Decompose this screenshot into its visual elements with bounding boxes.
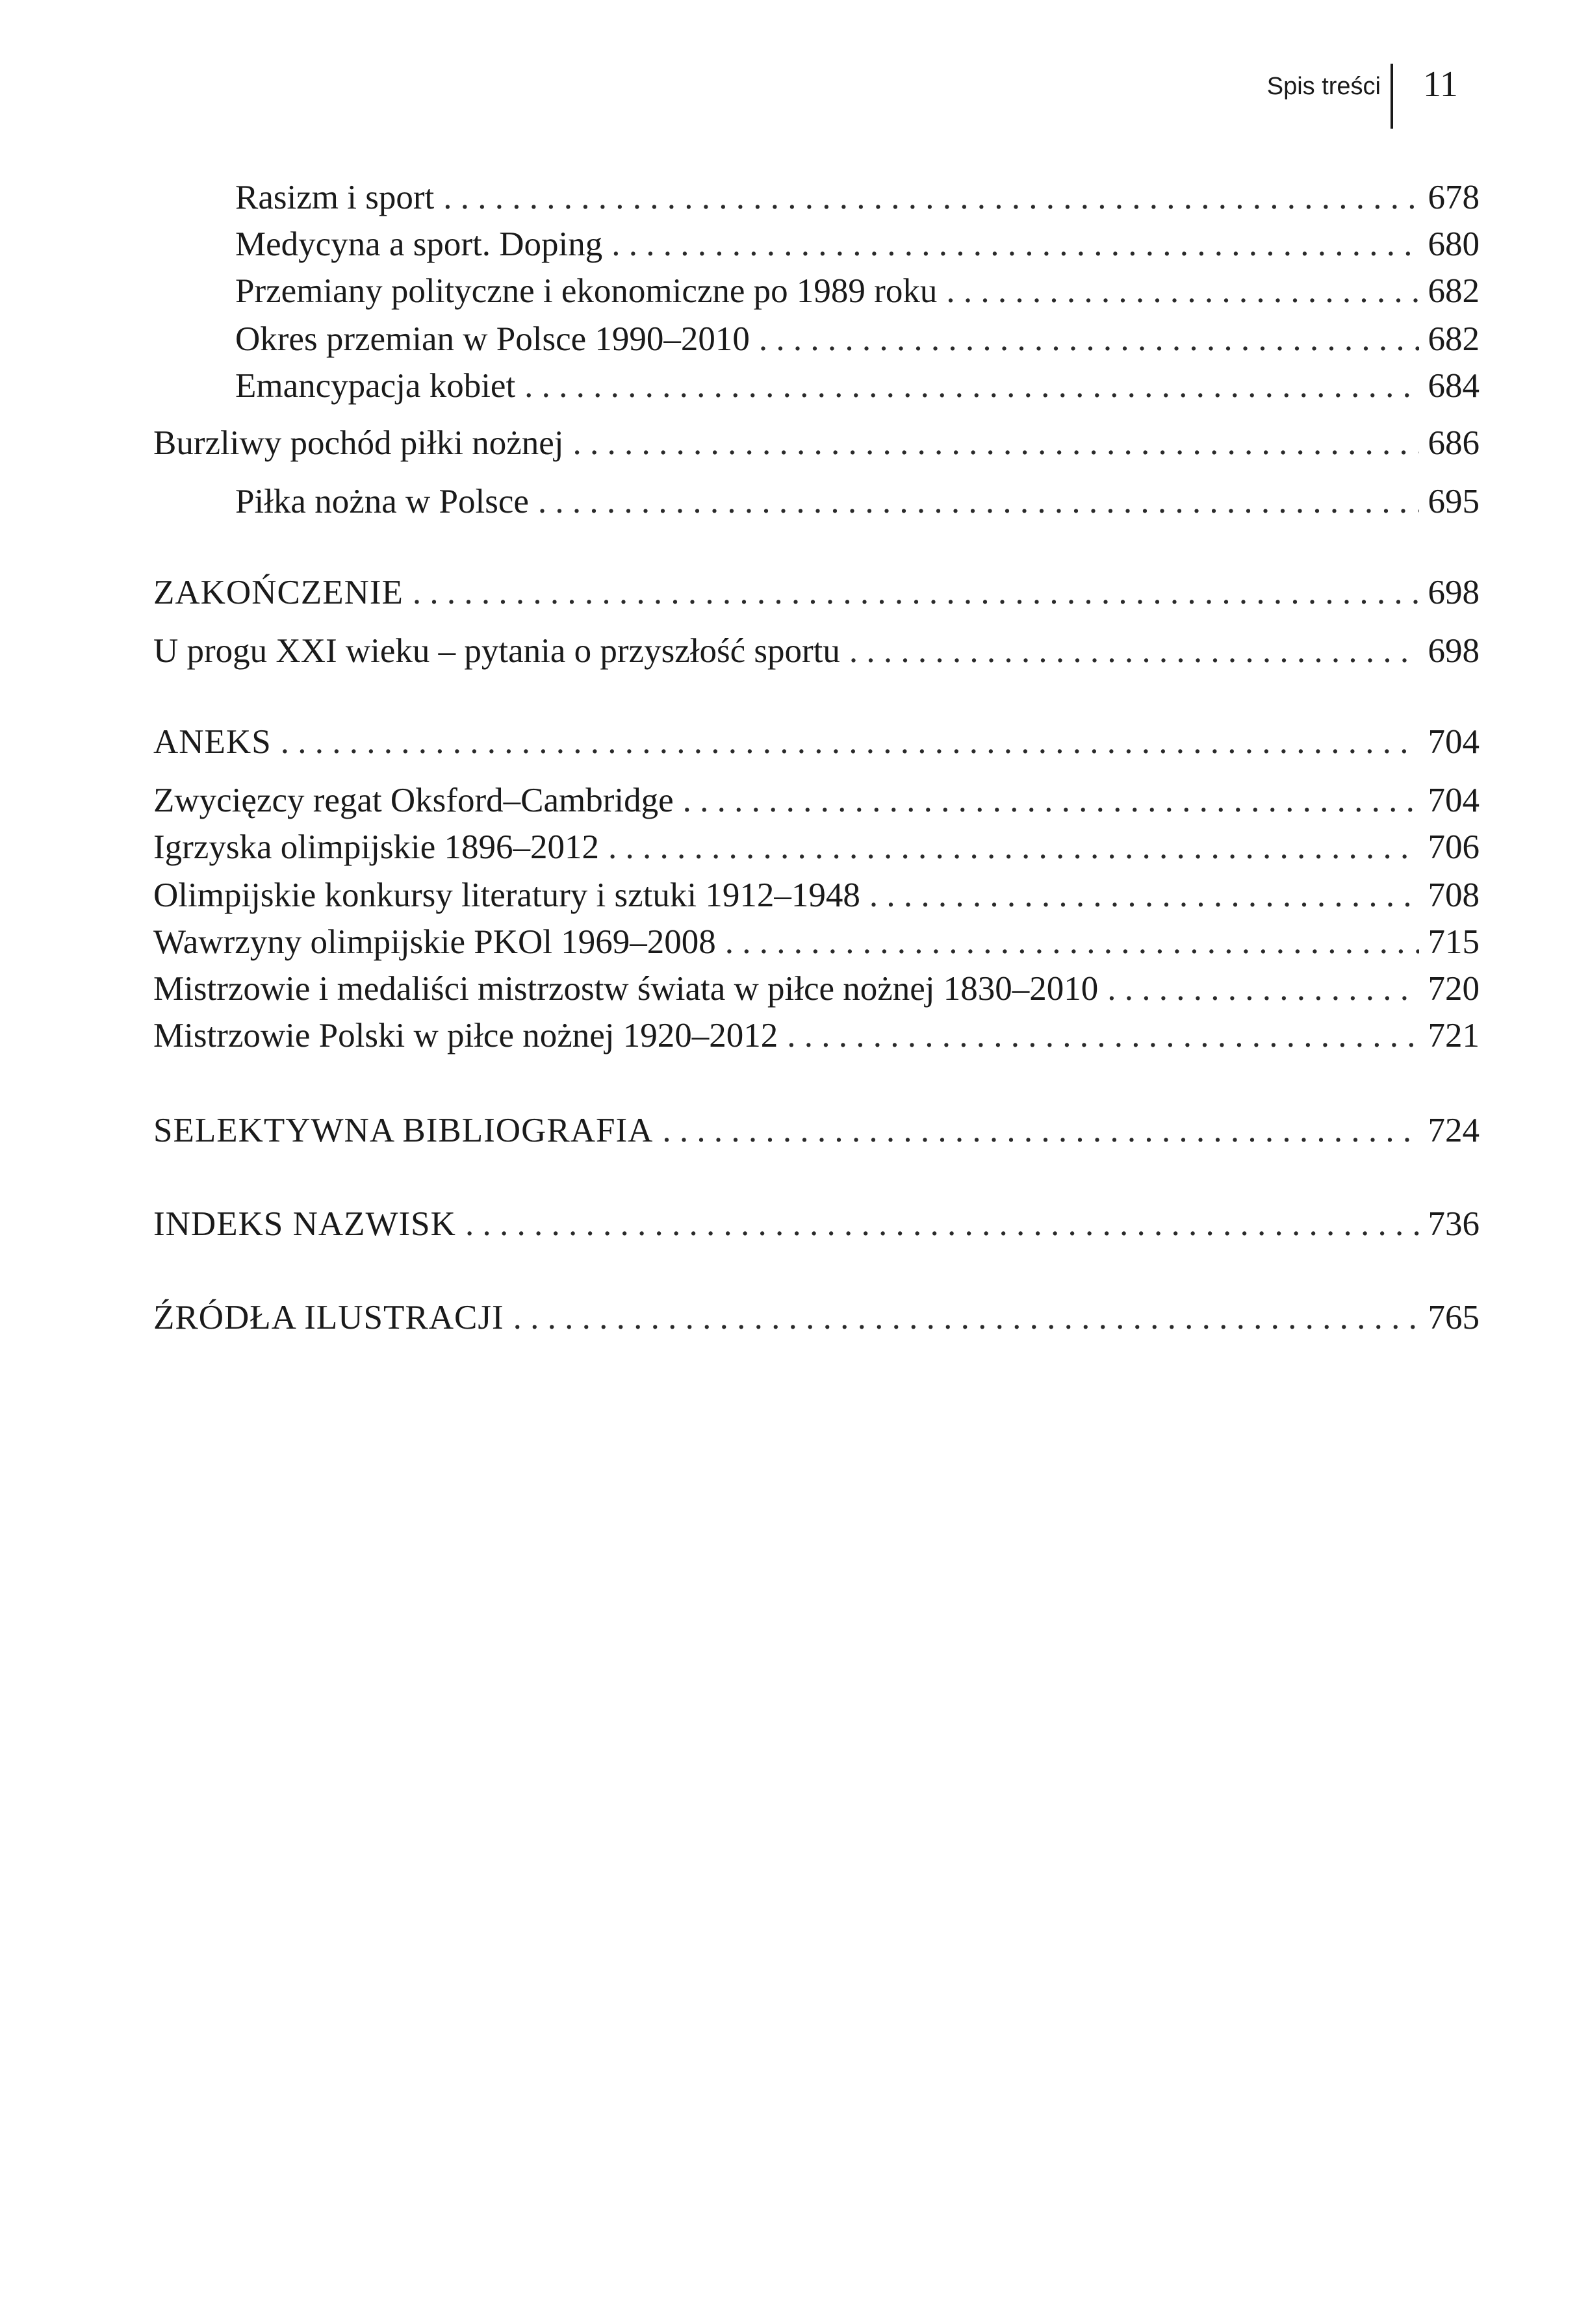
toc-entry-title: Piłka nożna w Polsce	[235, 483, 529, 520]
dot-leader	[281, 721, 1419, 763]
toc-entry-title: INDEKS NAZWISK	[153, 1205, 456, 1243]
toc-entry-page: 720	[1428, 970, 1480, 1008]
dot-leader	[849, 630, 1419, 672]
toc-entry[interactable]	[235, 177, 1480, 218]
toc-entry[interactable]	[235, 481, 1480, 522]
dot-leader	[725, 921, 1419, 963]
toc-entry-page: 715	[1428, 923, 1480, 961]
dot-leader	[662, 1110, 1418, 1151]
dot-leader	[413, 572, 1419, 613]
toc-entry-page: 736	[1428, 1205, 1480, 1243]
toc-entry[interactable]	[153, 1297, 1480, 1338]
toc-entry[interactable]	[153, 826, 1480, 868]
toc-entry[interactable]	[153, 422, 1480, 464]
toc-entry[interactable]	[153, 780, 1480, 821]
toc-entry-title: Mistrzowie Polski w piłce nożnej 1920–2012	[153, 1017, 778, 1054]
toc-entry-title: Zwycięzcy regat Oksford–Cambridge	[153, 782, 674, 819]
running-header-title: Spis treści	[1266, 73, 1381, 100]
dot-leader	[443, 177, 1418, 218]
dot-leader	[611, 223, 1418, 265]
toc-entry[interactable]	[235, 365, 1480, 407]
toc-entry-title: Mistrzowie i medaliści mistrzostw świata w piłce nożnej 1830–2010	[153, 970, 1099, 1008]
toc-entry-title: Rasizm i sport	[235, 179, 435, 216]
toc-entry-title: Olimpijskie konkursy literatury i sztuki 1912–1948	[153, 876, 860, 914]
toc-entry-page: 698	[1428, 632, 1480, 670]
toc-entry-page: 682	[1428, 320, 1480, 358]
toc-entry-page: 684	[1428, 367, 1480, 405]
toc-entry-title: Wawrzyny olimpijskie PKOl 1969–2008	[153, 923, 716, 961]
dot-leader	[538, 481, 1419, 522]
toc-entry-title: Emancypacja kobiet	[235, 367, 516, 405]
toc-entry[interactable]	[153, 721, 1480, 763]
toc-entry[interactable]	[153, 921, 1480, 963]
toc-entry[interactable]	[153, 572, 1480, 613]
dot-leader	[524, 365, 1418, 407]
toc-entry-title: ŹRÓDŁA ILUSTRACJI	[153, 1299, 504, 1336]
toc-entry-page: 721	[1428, 1017, 1480, 1054]
dot-leader	[759, 318, 1419, 360]
toc-entry[interactable]	[153, 1110, 1480, 1151]
toc-entry-page: 682	[1428, 272, 1480, 310]
toc-entry-page: 695	[1428, 483, 1480, 520]
toc-entry-page: 706	[1428, 828, 1480, 866]
toc-entry-title: Burzliwy pochód piłki nożnej	[153, 424, 564, 462]
toc-entry-page: 680	[1428, 225, 1480, 263]
toc-entry-page: 765	[1428, 1299, 1480, 1336]
toc-entry[interactable]	[235, 318, 1480, 360]
toc-entry-page: 724	[1428, 1112, 1480, 1149]
toc-entry[interactable]	[235, 223, 1480, 265]
dot-leader	[1107, 968, 1418, 1010]
dot-leader	[465, 1203, 1419, 1245]
toc-entry[interactable]	[153, 968, 1480, 1010]
toc-entry-page: 704	[1428, 782, 1480, 819]
page-number: 11	[1423, 64, 1458, 105]
dot-leader	[946, 270, 1418, 312]
toc-entry-page: 686	[1428, 424, 1480, 462]
toc-entry-page: 678	[1428, 179, 1480, 216]
dot-leader	[683, 780, 1419, 821]
toc-entry-page: 704	[1428, 723, 1480, 761]
toc-entry-page: 698	[1428, 574, 1480, 611]
toc-entry-title: U progu XXI wieku – pytania o przyszłość sportu	[153, 632, 840, 670]
dot-leader	[572, 422, 1418, 464]
toc-entry-title: ANEKS	[153, 723, 272, 761]
toc-entry[interactable]	[153, 630, 1480, 672]
toc-entry-title: Okres przemian w Polsce 1990–2010	[235, 320, 750, 358]
toc-entry-title: Igrzyska olimpijskie 1896–2012	[153, 828, 599, 866]
dot-leader	[869, 875, 1419, 916]
toc-entry[interactable]	[235, 270, 1480, 312]
dot-leader	[513, 1297, 1419, 1338]
dot-leader	[608, 826, 1419, 868]
toc-entry[interactable]	[153, 1203, 1480, 1245]
toc-entry-page: 708	[1428, 876, 1480, 914]
toc-entry-title: Medycyna a sport. Doping	[235, 225, 603, 263]
toc-entry[interactable]	[153, 875, 1480, 916]
toc-entry[interactable]	[153, 1015, 1480, 1056]
toc-entry-title: ZAKOŃCZENIE	[153, 574, 404, 611]
toc-entry-title: SELEKTYWNA BIBLIOGRAFIA	[153, 1112, 654, 1149]
toc-entry-title: Przemiany polityczne i ekonomiczne po 1989 roku	[235, 272, 938, 310]
dot-leader	[787, 1015, 1418, 1056]
